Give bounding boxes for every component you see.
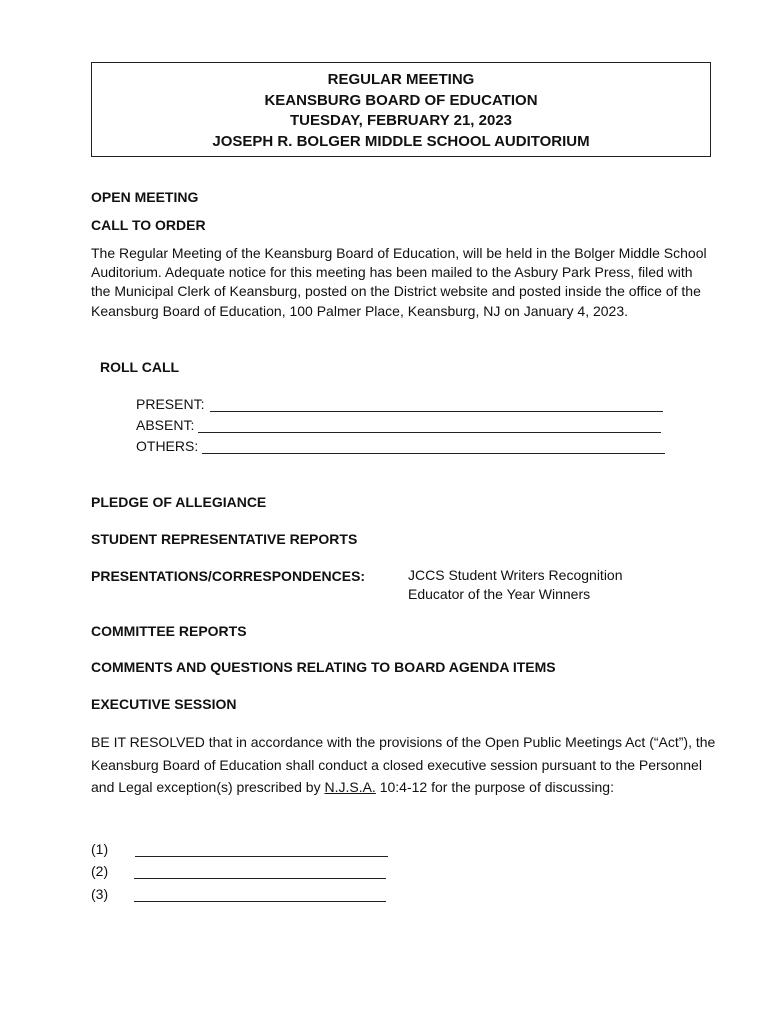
resolution-text-start: BE IT RESOLVED that in accordance with the provisions of the Open Public Meetings Act (“Act”), the Keansburg Board of Education shall conduct a closed executive session pursuant to the Personnel and Legal exception(s) prescribed by xyxy=(91,734,716,795)
header-meeting-type: REGULAR MEETING xyxy=(327,71,475,88)
numbered-item-label: (1) xyxy=(91,841,109,857)
absent-fill-line xyxy=(198,432,661,433)
comments-heading: COMMENTS AND QUESTIONS RELATING TO BOARD AGENDA ITEMS xyxy=(91,659,556,675)
absent-label: ABSENT: xyxy=(136,417,195,433)
numbered-item-fill-line xyxy=(135,856,388,857)
presentations-heading: PRESENTATIONS/CORRESPONDENCES: xyxy=(91,568,366,584)
header-date: TUESDAY, FEBRUARY 21, 2023 xyxy=(289,112,513,129)
open-meeting-heading: OPEN MEETING xyxy=(91,189,199,205)
njsa-citation: N.J.S.A. xyxy=(324,779,376,795)
header-location: JOSEPH R. BOLGER MIDDLE SCHOOL AUDITORIUM xyxy=(212,132,590,150)
roll-call-heading: ROLL CALL xyxy=(100,359,180,375)
numbered-item-label: (3) xyxy=(91,886,109,902)
executive-session-resolution xyxy=(91,731,721,799)
presentation-item: Educator of the Year Winners xyxy=(408,586,591,602)
call-to-order-heading: CALL TO ORDER xyxy=(91,217,206,233)
present-label: PRESENT: xyxy=(136,396,205,412)
meeting-header-box xyxy=(91,62,711,157)
numbered-item-fill-line xyxy=(134,901,386,902)
numbered-item-label: (2) xyxy=(91,863,109,879)
pledge-heading: PLEDGE OF ALLEGIANCE xyxy=(91,494,267,510)
header-board-name: KEANSBURG BOARD OF EDUCATION xyxy=(264,91,538,109)
presentation-item: JCCS Student Writers Recognition xyxy=(408,567,623,583)
resolution-text-end: 10:4-12 for the purpose of discussing: xyxy=(375,779,614,795)
meeting-notice-paragraph: The Regular Meeting of the Keansburg Board of Education, will be held in the Bolger Middle School Auditorium. Adequate notice for this meeting has been mailed to the Asbury Park Press, filed with the Municipal Clerk of Keansburg, posted on the District website and posted inside the office of the Keansburg Board of Education, 100 Palmer Place, Keansburg, NJ on January 4, 2023. xyxy=(91,245,707,319)
numbered-item-fill-line xyxy=(134,878,386,879)
others-fill-line xyxy=(202,453,665,454)
executive-session-heading: EXECUTIVE SESSION xyxy=(91,696,237,712)
student-reports-heading: STUDENT REPRESENTATIVE REPORTS xyxy=(91,531,358,547)
present-fill-line xyxy=(210,411,663,412)
committee-reports-heading: COMMITTEE REPORTS xyxy=(91,623,247,639)
others-label: OTHERS: xyxy=(136,438,199,454)
